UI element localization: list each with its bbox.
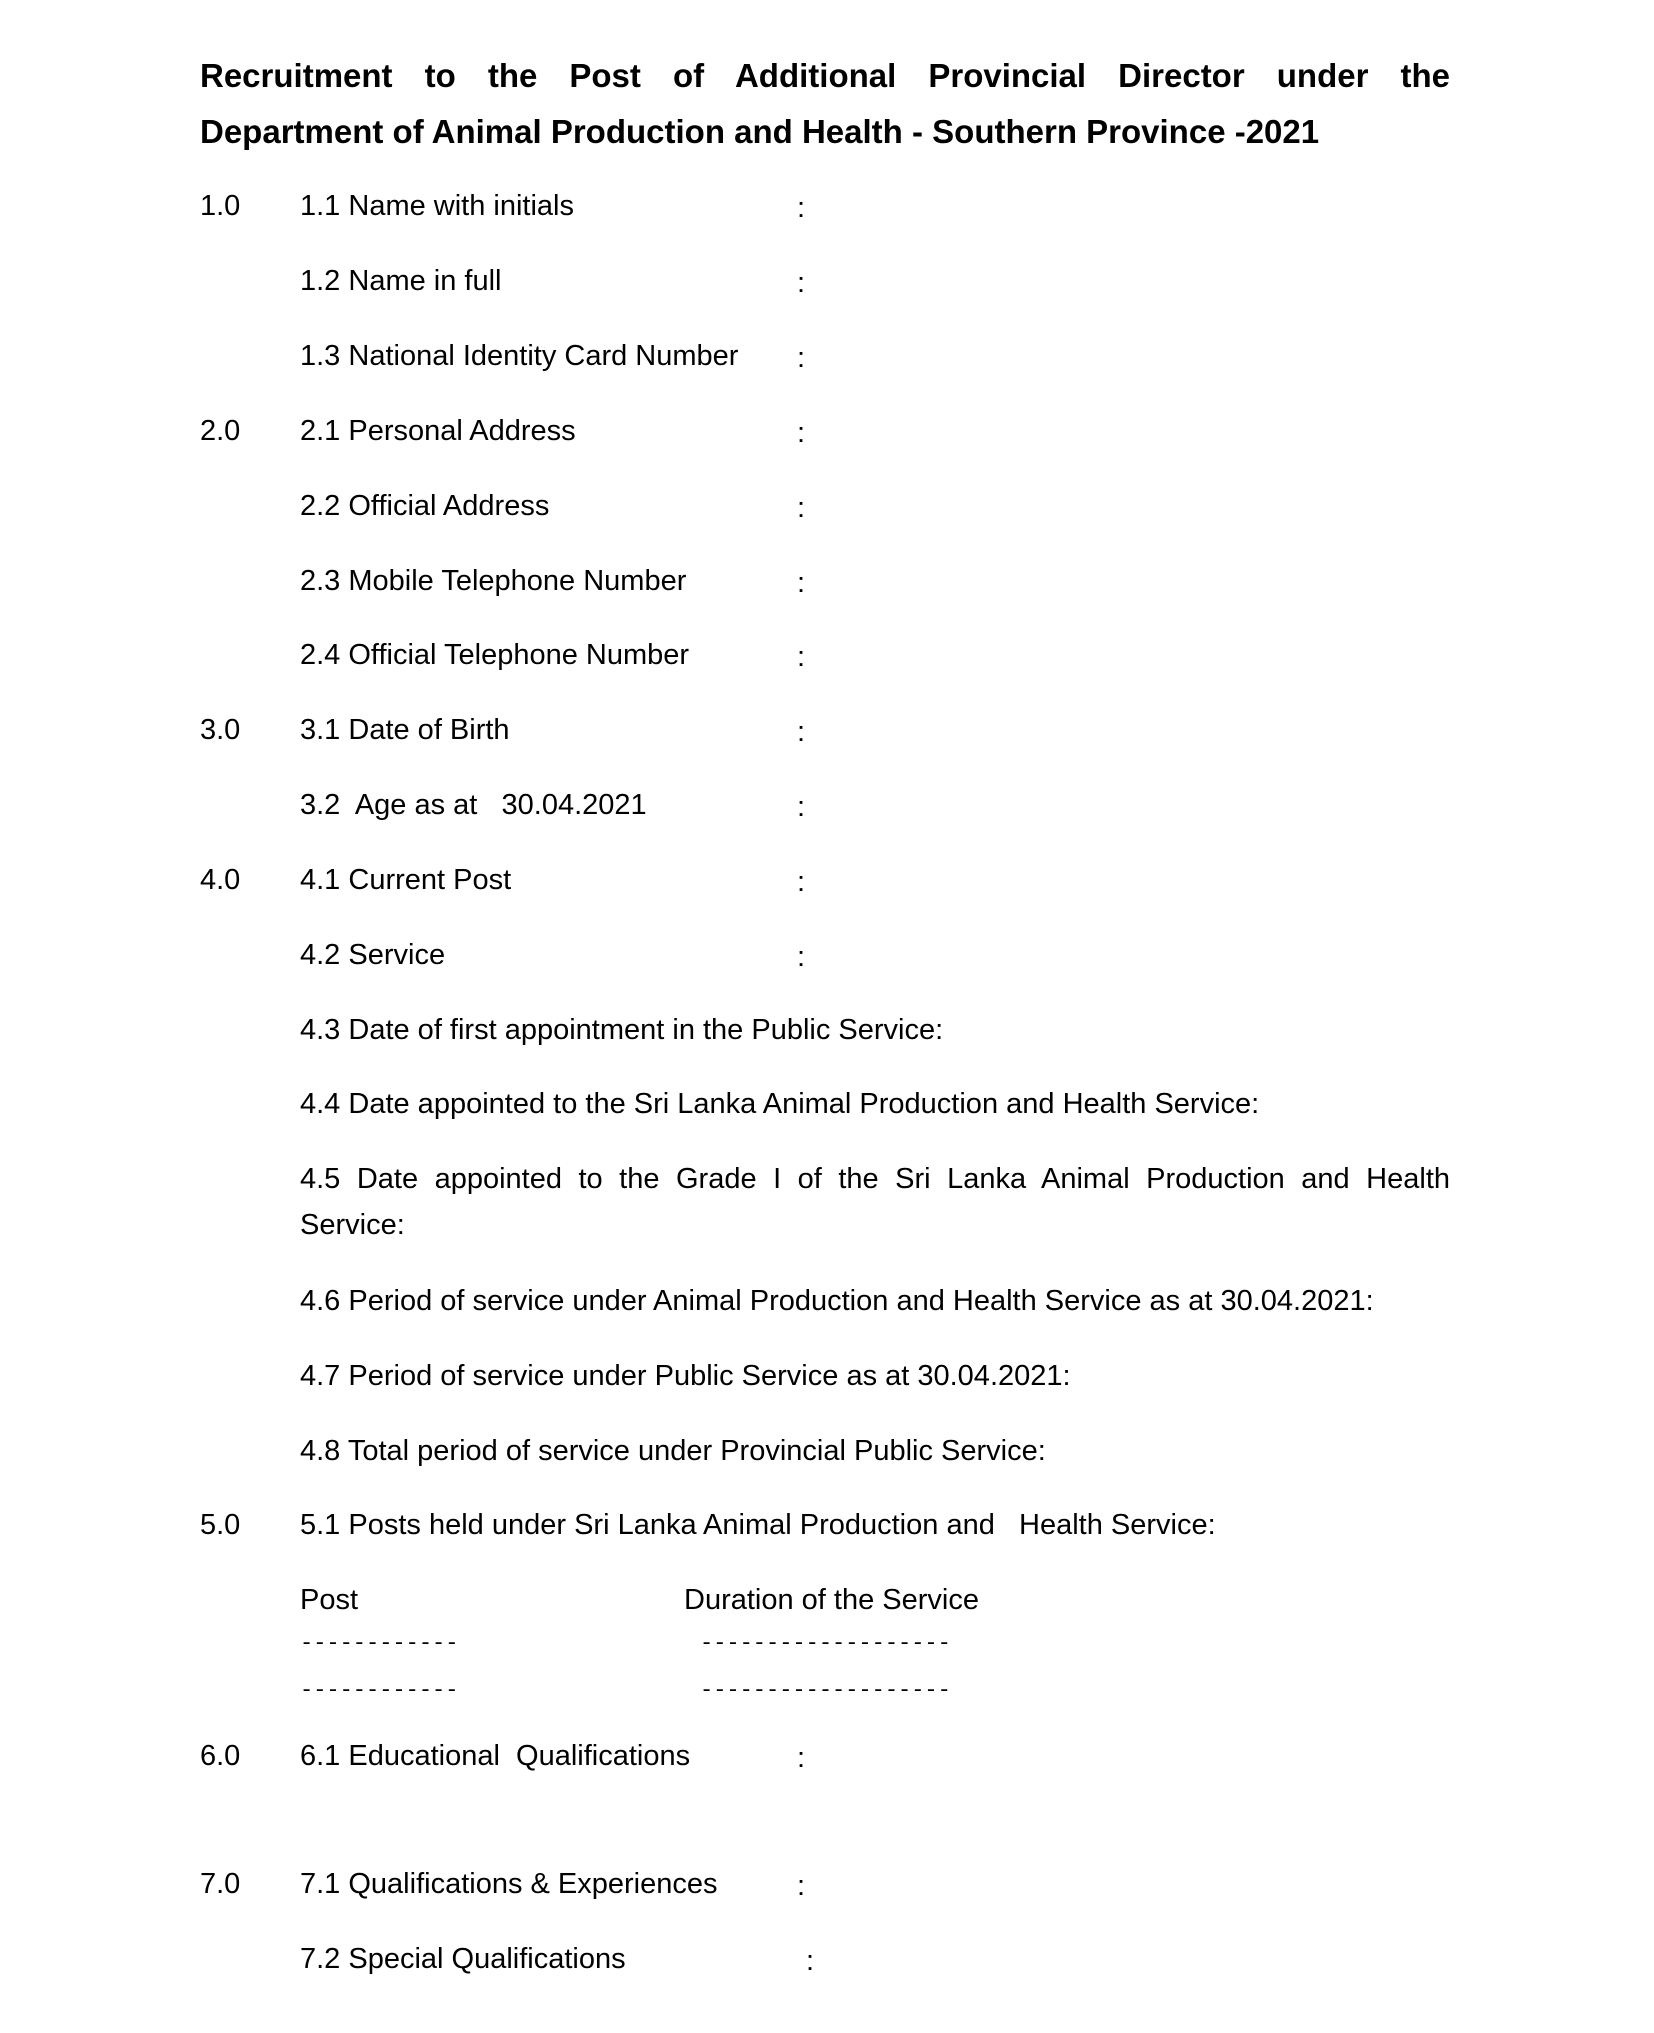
section-number-2: 2.0 [200, 415, 241, 447]
field-colon: : [806, 1945, 815, 1977]
form-title-line-1: Recruitment to the Post of Additional Provincial Director under the [200, 57, 1450, 94]
field-label-current-post: 4.1 Current Post [300, 864, 512, 896]
field-label-posts-held: 5.1 Posts held under Sri Lanka Animal Production and Health Service: [300, 1509, 1216, 1541]
field-colon: : [797, 716, 806, 748]
section-number-7: 7.0 [200, 1868, 241, 1900]
section-number-1: 1.0 [200, 190, 241, 222]
field-label-first-appointment-date: 4.3 Date of first appointment in the Public Service: [300, 1014, 944, 1046]
post-blank-line-1: ------------ [300, 1631, 459, 1656]
post-blank-line-2: ------------ [300, 1678, 459, 1703]
column-header-post: Post [300, 1584, 359, 1616]
field-colon: : [797, 941, 806, 973]
section-number-6: 6.0 [200, 1740, 241, 1772]
section-number-4: 4.0 [200, 864, 241, 896]
field-label-grade-i-line-1: 4.5 Date appointed to the Grade I of the Sri Lanka Animal Production and Health [300, 1163, 1450, 1195]
field-colon: : [797, 791, 806, 823]
form-title-line-2: Department of Animal Production and Health - Southern Province -2021 [200, 113, 1320, 150]
field-colon: : [797, 417, 806, 449]
field-colon: : [797, 342, 806, 374]
field-label-grade-i-line-2: Service: [300, 1209, 405, 1241]
column-header-duration: Duration of the Service [684, 1584, 979, 1616]
field-label-personal-address: 2.1 Personal Address [300, 415, 576, 447]
form-title [200, 48, 1450, 160]
field-label-mobile-telephone: 2.3 Mobile Telephone Number [300, 565, 687, 597]
field-label-age: 3.2 Age as at 30.04.2021 [300, 789, 647, 821]
field-label-qualifications-experiences: 7.1 Qualifications & Experiences [300, 1868, 718, 1900]
field-label-educational-qualifications: 6.1 Educational Qualifications [300, 1740, 691, 1772]
field-label-nic-number: 1.3 National Identity Card Number [300, 340, 739, 372]
duration-blank-line-1: ------------------- [700, 1631, 951, 1656]
field-label-grade-i-appointment-date [300, 1156, 1450, 1248]
field-label-service: 4.2 Service [300, 939, 446, 971]
field-colon: : [797, 267, 806, 299]
field-colon: : [797, 1870, 806, 1902]
duration-blank-line-2: ------------------- [700, 1678, 951, 1703]
field-label-period-public-service: 4.7 Period of service under Public Service as at 30.04.2021: [300, 1360, 1071, 1392]
field-colon: : [797, 492, 806, 524]
field-colon: : [797, 1742, 806, 1774]
field-label-period-aph-service: 4.6 Period of service under Animal Production and Health Service as at 30.04.2021: [300, 1285, 1374, 1317]
section-number-3: 3.0 [200, 714, 241, 746]
field-label-total-provincial-service: 4.8 Total period of service under Provincial Public Service: [300, 1435, 1046, 1467]
field-label-official-telephone: 2.4 Official Telephone Number [300, 639, 690, 671]
field-label-official-address: 2.2 Official Address [300, 490, 550, 522]
field-label-name-with-initials: 1.1 Name with initials [300, 190, 574, 222]
field-colon: : [797, 192, 806, 224]
field-colon: : [797, 567, 806, 599]
section-number-5: 5.0 [200, 1509, 241, 1541]
field-label-name-in-full: 1.2 Name in full [300, 265, 502, 297]
field-label-special-qualifications: 7.2 Special Qualifications [300, 1943, 626, 1975]
field-colon: : [797, 641, 806, 673]
field-label-slaphs-appointment-date: 4.4 Date appointed to the Sri Lanka Animal Production and Health Service: [300, 1088, 1260, 1120]
field-label-date-of-birth: 3.1 Date of Birth [300, 714, 510, 746]
field-colon: : [797, 866, 806, 898]
